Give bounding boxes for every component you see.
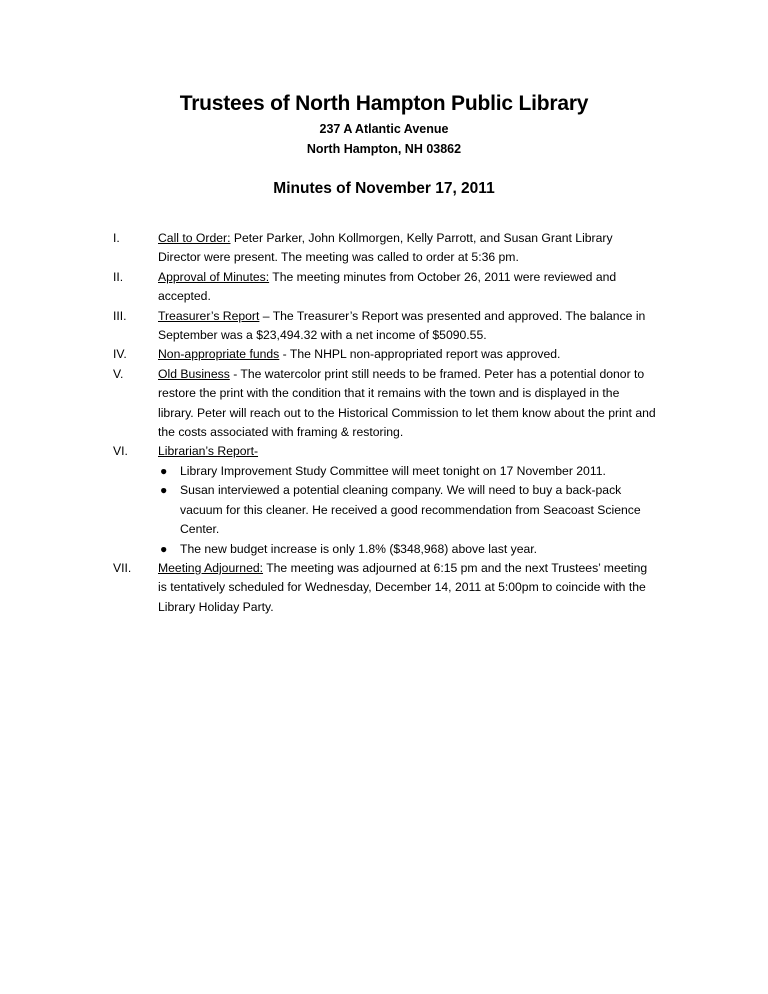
item-numeral: V. bbox=[113, 366, 124, 381]
item-text bbox=[158, 345, 658, 364]
item-text bbox=[158, 559, 658, 617]
item-text bbox=[158, 442, 658, 461]
document-title: Trustees of North Hampton Public Library bbox=[179, 92, 589, 115]
item-heading: Non-appropriate funds bbox=[158, 347, 280, 362]
item-body: The meeting was adjourned at 6:15 pm and the next Trustees’ meeting is tentatively scheduled for Wednesday, December 14, 2011 at 5:00pm to coincide with the Library Holiday Party. bbox=[158, 560, 648, 614]
minutes-item-treasurers-report bbox=[0, 307, 768, 346]
librarian-report-bullets bbox=[0, 462, 768, 559]
bullet-dot-icon: ● bbox=[160, 541, 168, 556]
address-line-1: 237 A Atlantic Avenue bbox=[319, 122, 449, 136]
item-heading: Old Business bbox=[158, 366, 230, 381]
minutes-date-heading: Minutes of November 17, 2011 bbox=[273, 180, 495, 197]
minutes-item-librarians-report bbox=[0, 442, 768, 558]
item-text bbox=[158, 268, 658, 307]
item-body: - The watercolor print still needs to be framed. Peter has a potential donor to restore the print with the condition that it remains with the town and is displayed in the library. Peter will reach out to the Historical Commission to let them know about the print and the costs associated with framing & restoring. bbox=[158, 366, 656, 440]
bullet-dot-icon: ● bbox=[160, 463, 168, 478]
item-body: - The NHPL non-appropriated report was approved. bbox=[279, 347, 561, 362]
item-text bbox=[158, 307, 658, 346]
minutes-item-non-appropriate-funds bbox=[0, 345, 768, 364]
item-body: – The Treasurer’s Report was presented and approved. The balance in September was a $23,494.32 with a net income of $5090.55. bbox=[158, 308, 646, 343]
item-numeral: I. bbox=[113, 231, 120, 245]
item-numeral: III. bbox=[113, 308, 127, 323]
minutes-item-approval-of-minutes bbox=[0, 268, 768, 307]
minutes-item-old-business bbox=[0, 365, 768, 443]
item-text bbox=[158, 229, 658, 268]
item-heading: Librarian’s Report- bbox=[158, 444, 259, 459]
item-numeral: VII. bbox=[113, 560, 132, 575]
item-numeral: IV. bbox=[113, 347, 127, 362]
address-line-2: North Hampton, NH 03862 bbox=[306, 142, 462, 156]
item-text bbox=[158, 365, 658, 443]
item-numeral: VI. bbox=[113, 444, 128, 459]
bullet-item bbox=[160, 481, 660, 539]
item-body: Peter Parker, John Kollmorgen, Kelly Parrott, and Susan Grant Library Director were present. The meeting was called to order at 5:36 pm. bbox=[158, 231, 613, 265]
bullet-item bbox=[160, 540, 660, 559]
item-heading: Approval of Minutes: bbox=[158, 269, 270, 284]
item-heading: Call to Order: bbox=[158, 231, 231, 245]
minutes-item-call-to-order bbox=[0, 229, 768, 268]
minutes-items bbox=[0, 229, 768, 617]
bullet-text: Susan interviewed a potential cleaning company. We will need to buy a back-pack vacuum for this cleaner. He received a good recommendation from Seacoast Science Center. bbox=[180, 483, 641, 537]
item-body: The meeting minutes from October 26, 2011 were reviewed and accepted. bbox=[158, 269, 617, 304]
bullet-dot-icon: ● bbox=[160, 483, 168, 498]
bullet-text: Library Improvement Study Committee will meet tonight on 17 November 2011. bbox=[180, 463, 606, 478]
item-numeral: II. bbox=[113, 269, 124, 284]
bullet-item bbox=[160, 462, 660, 481]
item-heading: Meeting Adjourned: bbox=[158, 560, 264, 575]
bullet-text: The new budget increase is only 1.8% ($348,968) above last year. bbox=[180, 541, 538, 556]
minutes-item-meeting-adjourned bbox=[0, 559, 768, 617]
item-heading: Treasurer’s Report bbox=[158, 308, 260, 323]
